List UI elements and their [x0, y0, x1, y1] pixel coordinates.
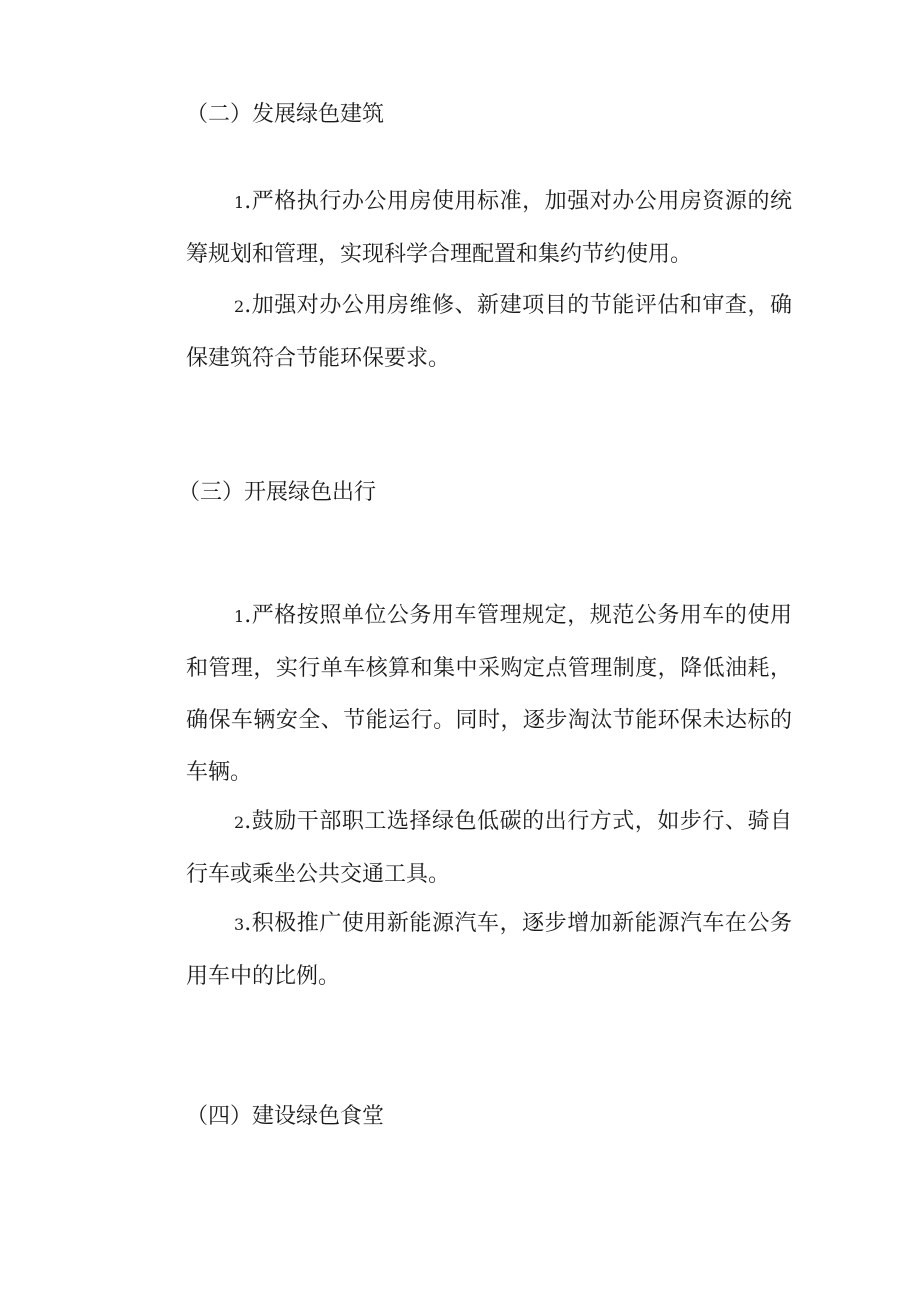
section3-item-1	[186, 590, 792, 799]
item-number: 2	[234, 297, 245, 316]
item-number: 1	[234, 607, 245, 626]
item-text: .积极推广使用新能源汽车，逐步增加新能源汽车在公务用车中的比例。	[186, 911, 792, 989]
item-text: .加强对办公用房维修、新建项目的节能评估和审查，确保建筑符合节能环保要求。	[186, 293, 792, 371]
section3-item-3	[186, 898, 792, 1003]
section-heading-green-canteen: （四）建设绿色食堂	[186, 1104, 385, 1129]
item-text: .严格执行办公用房使用标准，加强对办公用房资源的统筹规划和管理，实现科学合理配置和集约节约使用。	[186, 189, 792, 267]
item-number: 2	[234, 813, 245, 832]
section-heading-green-travel: （三）开展绿色出行	[178, 480, 377, 505]
item-text: .严格按照单位公务用车管理规定，规范公务用车的使用和管理，实行单车核算和集中采购定点管理制度，降低油耗，确保车辆安全、节能运行。同时，逐步淘汰节能环保未达标的车辆。	[186, 603, 792, 785]
item-number: 3	[234, 915, 245, 934]
section3-item-2	[186, 796, 792, 901]
section-heading-green-building: （二）发展绿色建筑	[186, 102, 385, 127]
section2-item-2	[186, 280, 792, 385]
section2-item-1	[186, 176, 792, 281]
item-number: 1	[234, 193, 245, 212]
item-text: .鼓励干部职工选择绿色低碳的出行方式，如步行、骑自行车或乘坐公共交通工具。	[186, 809, 792, 887]
